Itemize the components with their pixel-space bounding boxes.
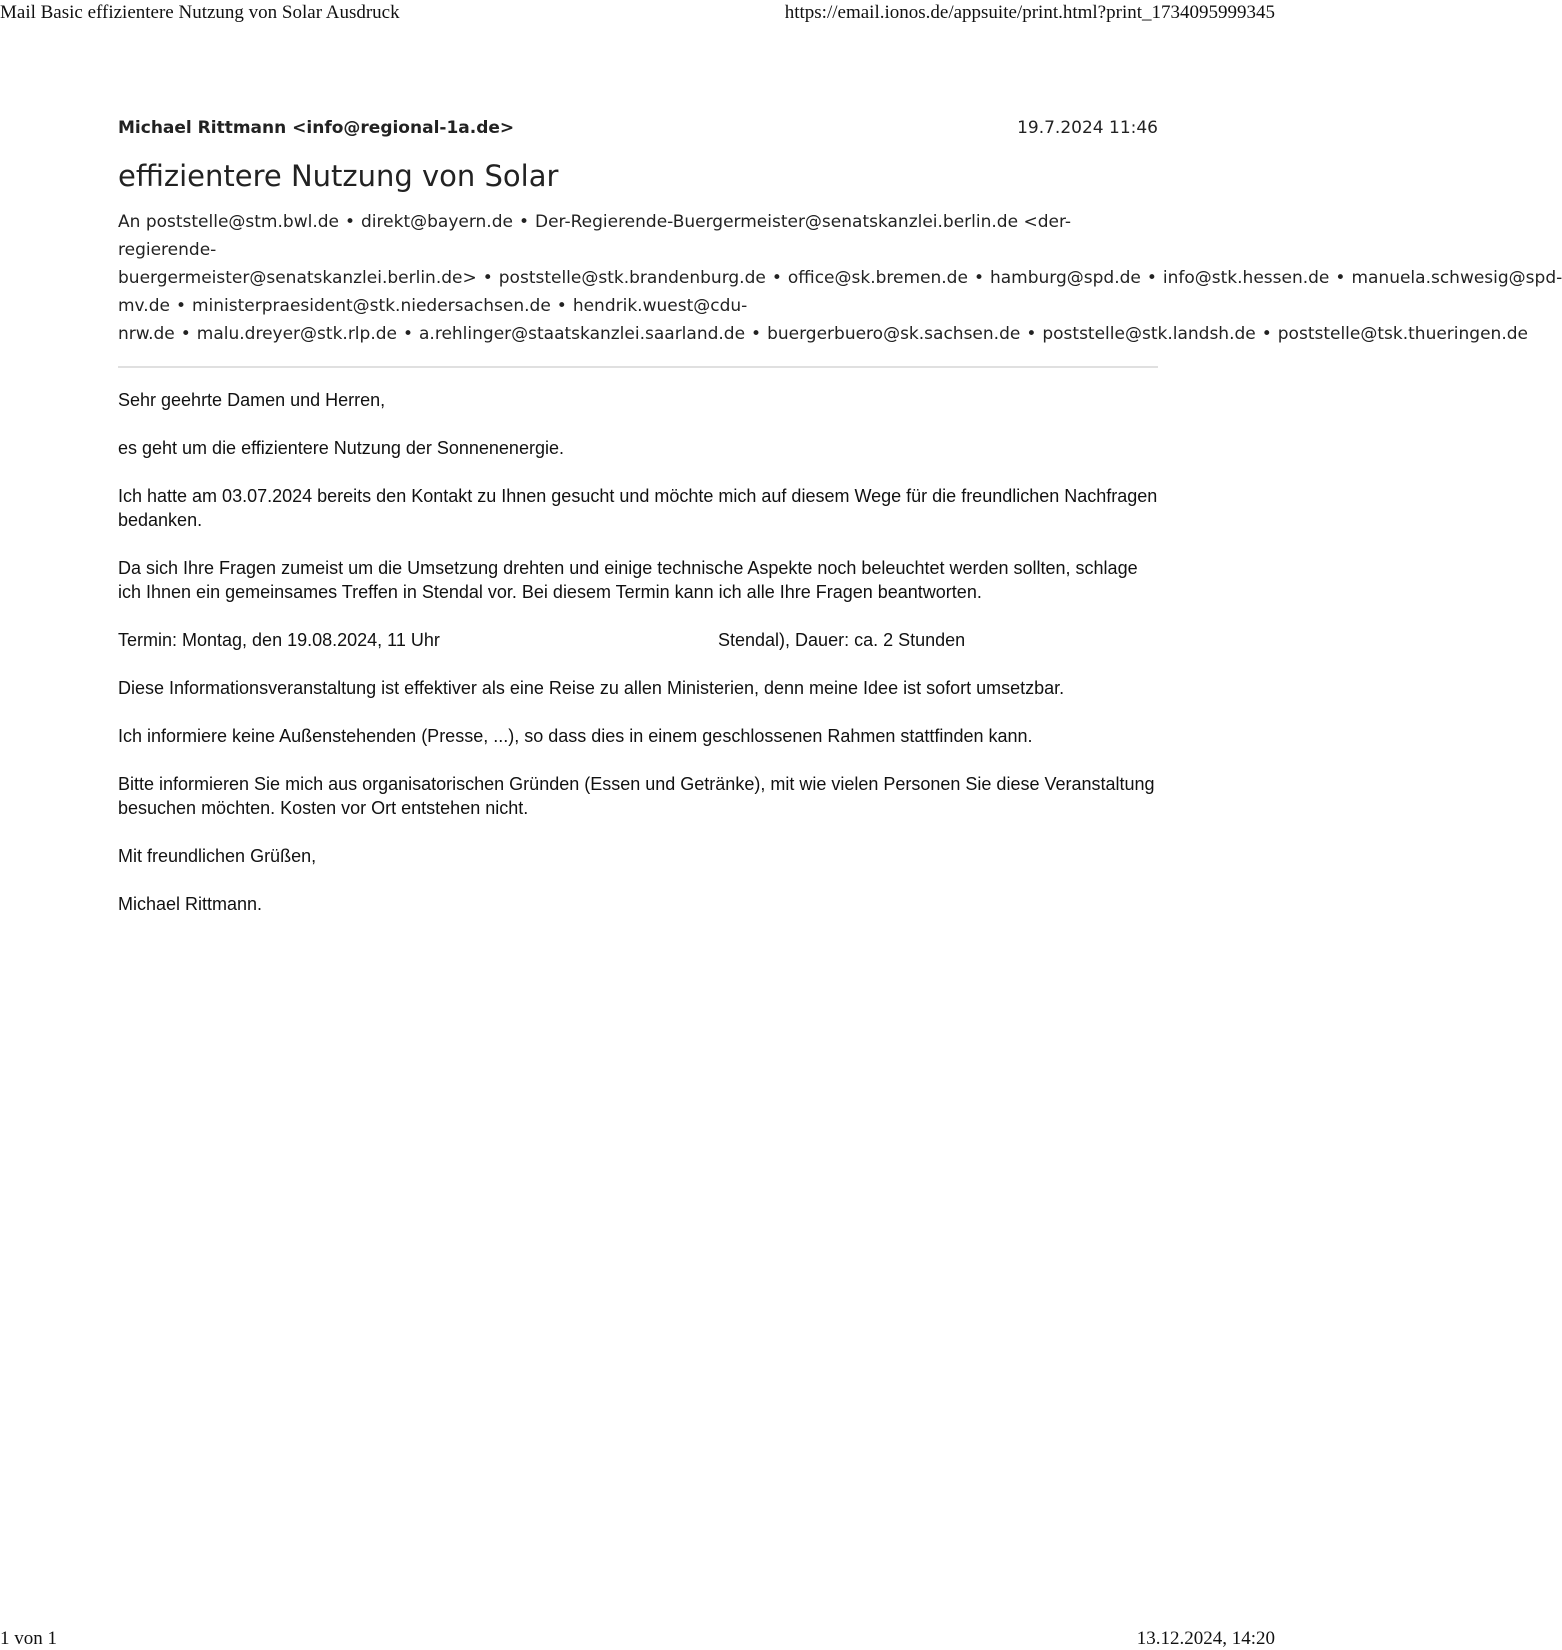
sender: Michael Rittmann <info@regional-1a.de> (118, 118, 515, 138)
closing: Mit freundlichen Grüßen, (118, 846, 317, 866)
recipient: malu.dreyer@stk.rlp.de (196, 324, 397, 344)
recipient: hamburg@spd.de (989, 268, 1141, 288)
appointment-date: Termin: Montag, den 19.08.2024, 11 Uhr (118, 630, 440, 650)
recipient-separator: • (1146, 268, 1157, 288)
recipient: info@stk.hessen.de (1162, 268, 1330, 288)
recipient-separator: • (973, 268, 984, 288)
recipient: hendrik.wuest@cdu-nrw.de (118, 296, 748, 344)
greeting: Sehr geehrte Damen und Herren, (118, 390, 386, 410)
body-paragraph: es geht um die effizientere Nutzung der Sonnenenergie. (118, 438, 564, 458)
recipient: direkt@bayern.de (361, 212, 513, 232)
recipient: manuela.schwesig@spd-mv.de (118, 268, 1562, 316)
recipient-separator: • (556, 296, 567, 316)
mail-subject: effizientere Nutzung von Solar (118, 159, 559, 193)
recipient-separator: • (344, 212, 356, 232)
appointment-details: Stendal), Dauer: ca. 2 Stunden (718, 630, 966, 650)
recipient: office@sk.bremen.de (787, 268, 968, 288)
recipient: poststelle@tsk.thueringen.de (1277, 324, 1528, 344)
recipient-separator: • (1026, 324, 1037, 344)
recipient-separator: • (180, 324, 191, 344)
recipient: a.rehlinger@staatskanzlei.saarland.de (419, 324, 746, 344)
print-header-url: https://email.ionos.de/appsuite/print.html?print_1734095999345 (784, 2, 1275, 23)
signature: Michael Rittmann. (118, 894, 263, 914)
recipient: ministerpraesident@stk.niedersachsen.de (192, 296, 551, 316)
recipient-separator: • (402, 324, 414, 344)
recipient: Der-Regierende-Buergermeister@senatskanzlei.berlin.de <der-regierende-buergermeister@senatskanzlei.berlin.de> (118, 212, 1071, 288)
print-header-title: Mail Basic effizientere Nutzung von Solar Ausdruck (0, 2, 400, 23)
recipient-separator: • (1261, 324, 1272, 344)
recipient-separator: • (518, 212, 529, 232)
recipients-prefix: An (118, 212, 141, 232)
mail-view (118, 118, 1562, 940)
recipient-separator: • (175, 296, 186, 316)
mail-date: 19.7.2024 11:46 (1017, 118, 1158, 138)
body-paragraph: Diese Informationsveranstaltung ist effektiver als eine Reise zu allen Ministerien, denn meine Idee ist sofort umsetzbar. (118, 678, 1065, 698)
recipient-separator: • (482, 268, 493, 288)
body-paragraph: Ich hatte am 03.07.2024 bereits den Kontakt zu Ihnen gesucht und möchte mich auf diesem Wege für die freundlichen Nachfragen bedanken. (118, 486, 1158, 530)
recipient: poststelle@stm.bwl.de (145, 212, 339, 232)
recipient: poststelle@stk.brandenburg.de (498, 268, 766, 288)
recipient-separator: • (1335, 268, 1346, 288)
recipient: buergerbuero@sk.sachsen.de (767, 324, 1021, 344)
recipient: poststelle@stk.landsh.de (1042, 324, 1256, 344)
mail-meta-row (118, 118, 1158, 148)
appointment-line (118, 628, 1158, 652)
body-paragraph: Da sich Ihre Fragen zumeist um die Umsetzung drehten und einige technische Aspekte noch beleuchtet werden sollten, schlage ich Ihnen ein gemeinsames Treffen in Stendal vor. Bei diesem Termin kann ich alle Ihre Fragen beantworten. (118, 558, 1138, 602)
header-divider (118, 366, 1158, 368)
recipient-separator: • (751, 324, 762, 344)
print-footer-page: 1 von 1 (0, 1628, 57, 1649)
body-paragraph: Bitte informieren Sie mich aus organisatorischen Gründen (Essen und Getränke), mit wie vielen Personen Sie diese Veranstaltung besuchen möchten. Kosten vor Ort entstehen nicht. (118, 774, 1155, 818)
print-footer-timestamp: 13.12.2024, 14:20 (1136, 1628, 1275, 1649)
body-paragraph: Ich informiere keine Außenstehenden (Presse, ...), so dass dies in einem geschlossenen Rahmen stattfinden kann. (118, 726, 1033, 746)
mail-body (118, 388, 1158, 916)
recipient-separator: • (771, 268, 782, 288)
recipients-list (118, 208, 1562, 348)
